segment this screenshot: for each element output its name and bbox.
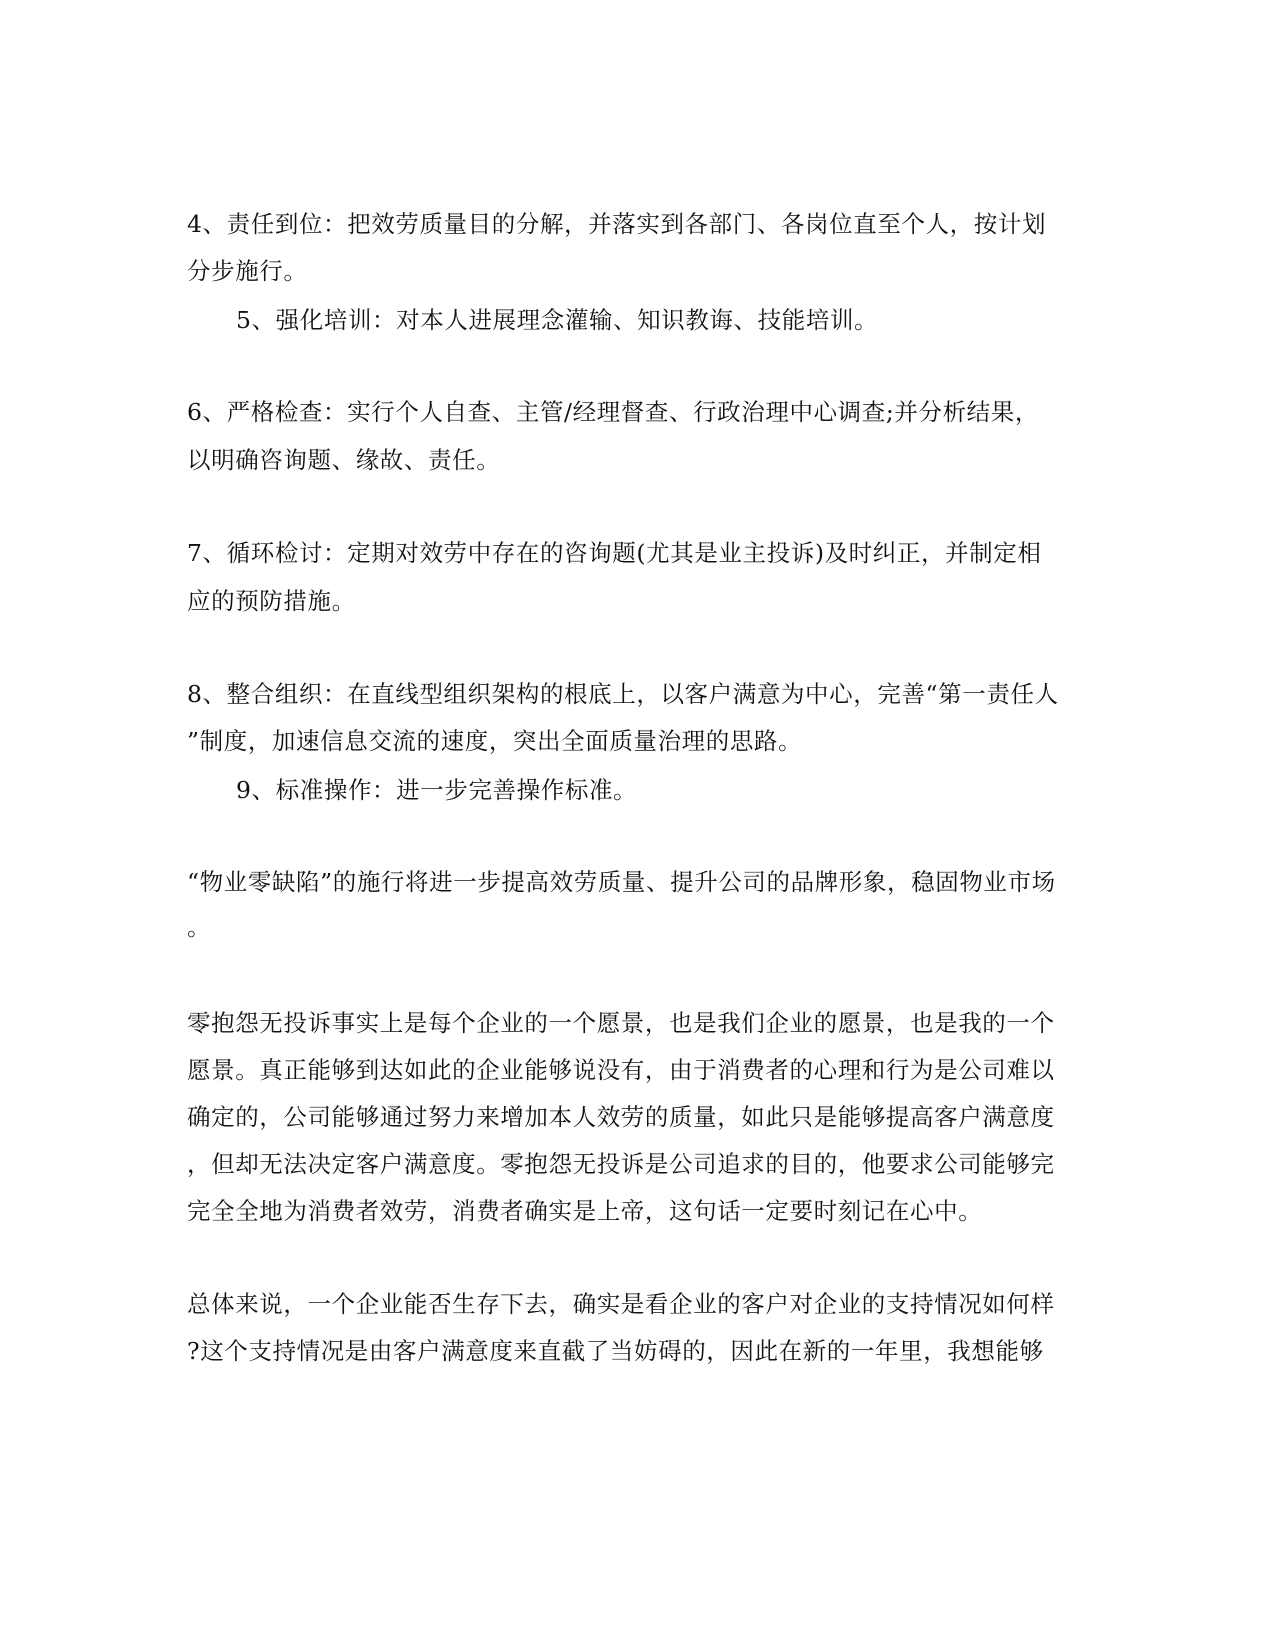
text-line-vision-4: ，但却无法决定客户满意度。零抱怨无投诉是公司追求的目的，他要求公司能够完 bbox=[187, 1150, 1055, 1178]
text-line-item6-a: 6、严格检查：实行个人自查、主管/经理督查、行政治理中心调查;并分析结果， bbox=[187, 398, 1039, 426]
text-line-item8-a: 8、整合组织：在直线型组织架构的根底上，以客户满意为中心，完善“第一责任人 bbox=[187, 680, 1059, 708]
text-line-item9: 9、标准操作：进一步完善操作标准。 bbox=[236, 776, 638, 804]
text-line-vision-2: 愿景。真正能够到达如此的企业能够说没有，由于消费者的心理和行为是公司难以 bbox=[187, 1056, 1055, 1084]
text-line-zero-defect-b: 。 bbox=[187, 913, 212, 941]
text-line-item6-b: 以明确咨询题、缘故、责任。 bbox=[187, 446, 501, 474]
text-line-vision-1: 零抱怨无投诉事实上是每个企业的一个愿景，也是我们企业的愿景，也是我的一个 bbox=[187, 1009, 1055, 1037]
text-line-item7-a: 7、循环检讨：定期对效劳中存在的咨询题(尤其是业主投诉)及时纠正，并制定相 bbox=[187, 539, 1042, 567]
text-line-zero-defect-a: “物业零缺陷”的施行将进一步提高效劳质量、提升公司的品牌形象，稳固物业市场 bbox=[187, 868, 1056, 896]
text-line-vision-3: 确定的，公司能够通过努力来增加本人效劳的质量，如此只是能够提高客户满意度 bbox=[187, 1103, 1055, 1131]
text-line-item4-a: 4、责任到位：把效劳质量目的分解，并落实到各部门、各岗位直至个人，按计划 bbox=[187, 210, 1047, 238]
text-line-summary-2: ?这个支持情况是由客户满意度来直截了当妨碍的，因此在新的一年里，我想能够 bbox=[187, 1337, 1044, 1365]
text-line-item7-b: 应的预防措施。 bbox=[187, 587, 356, 615]
text-line-item4-b: 分步施行。 bbox=[187, 257, 308, 285]
text-line-summary-1: 总体来说，一个企业能否生存下去，确实是看企业的客户对企业的支持情况如何样 bbox=[187, 1290, 1055, 1318]
text-line-item8-b: ”制度，加速信息交流的速度，突出全面质量治理的思路。 bbox=[187, 727, 803, 755]
text-line-vision-5: 完全全地为消费者效劳，消费者确实是上帝，这句话一定要时刻记在心中。 bbox=[187, 1197, 983, 1225]
text-line-item5: 5、强化培训：对本人进展理念灌输、知识教诲、技能培训。 bbox=[236, 306, 879, 334]
